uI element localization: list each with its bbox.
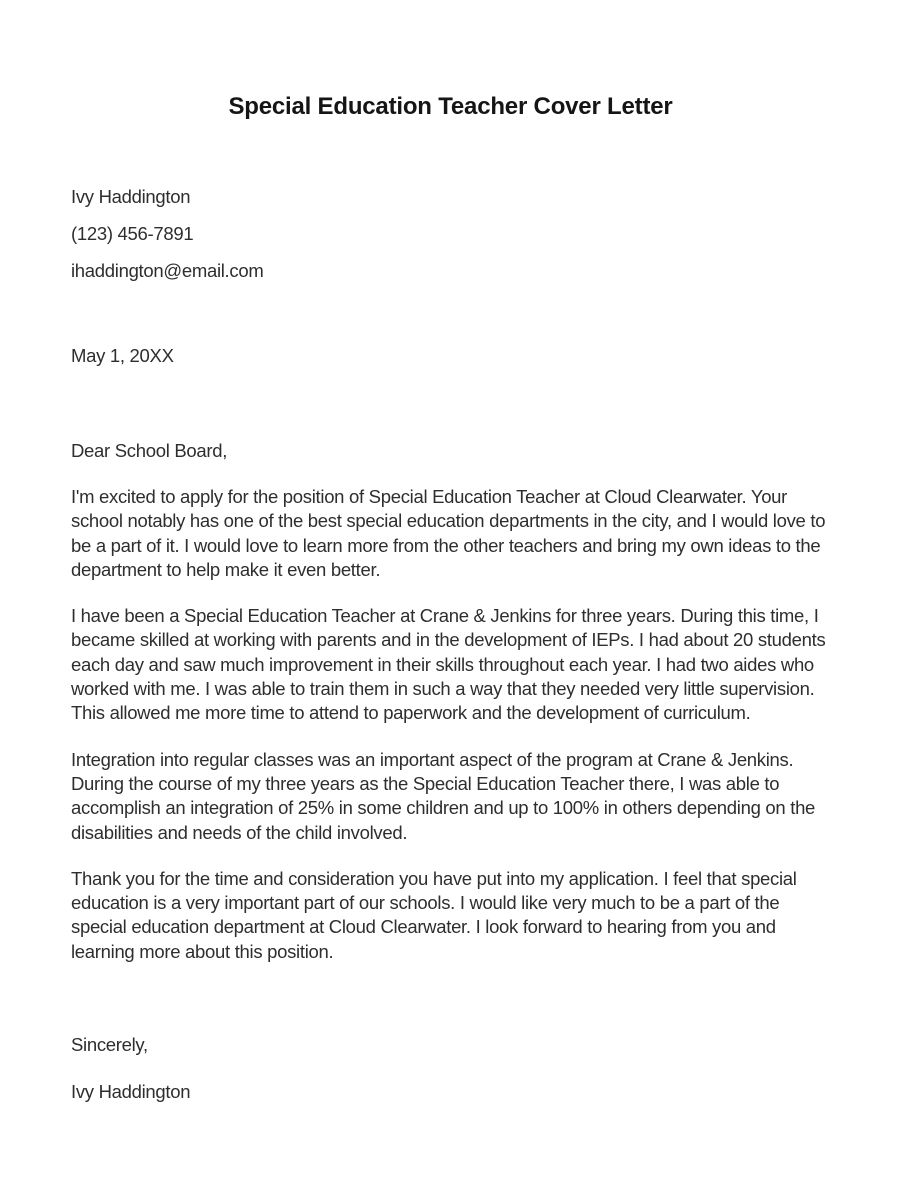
body-paragraph-2: I have been a Special Education Teacher at Crane & Jenkins for three years. During this time, I became skilled at working with parents and in the development of IEPs. I had about 20 students each day and saw much improvement in their skills throughout each year. I had two aides who worked with me. I was able to train them in such a way that they needed very little supervision. This allowed me more time to attend to paperwork and the development of curriculum. bbox=[71, 605, 826, 724]
sender-phone: (123) 456-7891 bbox=[71, 223, 194, 244]
letter-date: May 1, 20XX bbox=[71, 345, 174, 366]
body-paragraph-4: Thank you for the time and consideration you have put into my application. I feel that special education is a very important part of our schools. I would like very much to be a part of the special education department at Cloud Clearwater. I look forward to hearing from you and learning more about this position. bbox=[71, 867, 797, 962]
sender-name: Ivy Haddington bbox=[71, 186, 191, 207]
closing: Sincerely, bbox=[71, 1034, 148, 1056]
letter-content bbox=[71, 0, 830, 1104]
body-paragraph-3: Integration into regular classes was an important aspect of the program at Crane & Jenkins. During the course of my three years as the Special Education Teacher there, I was able to accomplish an integration of 25% in some children and up to 100% in others depending on the disabilities and needs of the child involved. bbox=[71, 748, 816, 843]
sender-contact-block bbox=[71, 185, 830, 283]
salutation: Dear School Board, bbox=[71, 440, 228, 461]
signature-name: Ivy Haddington bbox=[71, 1081, 191, 1103]
body-paragraph-1: I'm excited to apply for the position of Special Education Teacher at Cloud Clearwater. Your school notably has one of the best special education departments in the city, and I would love to be a part of it. I would love to learn more from the other teachers and bring my own ideas to the department to help make it even better. bbox=[71, 486, 826, 580]
sender-email: ihaddington@email.com bbox=[71, 260, 264, 281]
page-title: Special Education Teacher Cover Letter bbox=[228, 93, 673, 120]
